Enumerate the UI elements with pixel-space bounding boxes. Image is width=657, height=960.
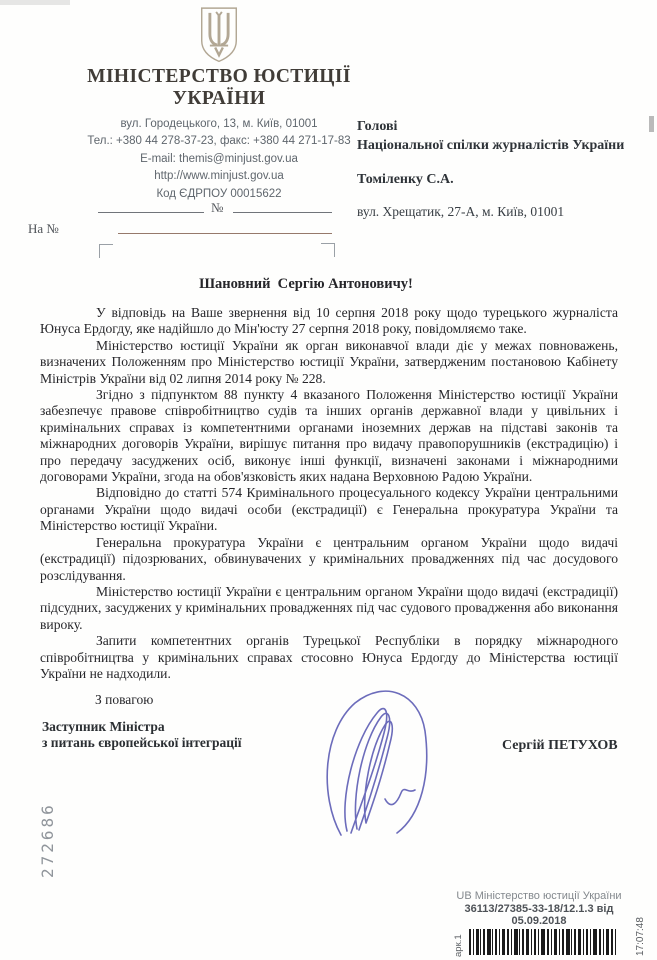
letterhead-website: http://www.minjust.gov.ua — [154, 170, 284, 183]
scan-smudge — [0, 0, 70, 5]
stamp-organization: UB Міністерство юстиції України — [456, 890, 622, 902]
handwritten-signature — [303, 683, 453, 845]
body-paragraph: Відповідно до статті 574 Кримінального процесуального кодексу України центральними органами України щодо видачі особи (екстрадиції) є Генеральна прокуратура України та Міністерство юстиції України. — [40, 485, 618, 534]
address-window-corner-mark — [99, 244, 113, 258]
letter-body — [40, 305, 618, 682]
ukraine-trident-emblem-icon — [195, 6, 243, 64]
ref-number-blank-line — [233, 212, 332, 213]
letterhead-email: E-mail: themis@minjust.gov.ua — [140, 152, 298, 165]
letterhead-phone: Тел.: +380 44 278-37-23, факс: +380 44 271-17-83 — [87, 135, 351, 148]
stamp-sheet-label: арк.1 — [453, 934, 464, 957]
recipient-organization: Національної спілки журналістів України — [357, 138, 625, 153]
barcode-icon — [469, 929, 619, 955]
ministry-title-line1: МІНІСТЕРСТВО ЮСТИЦІЇ — [87, 66, 351, 87]
ref-reply-label: На № — [28, 221, 59, 236]
signer-title-line1: Заступник Міністра — [42, 719, 165, 734]
body-paragraph: Міністерство юстиції України як орган виконавчої влади діє у межах повноважень, визначених Положенням про Міністерство юстиції України, затвердженим постановою Кабінету Міністрів України від 02 липня 2014 року № 228. — [40, 337, 618, 386]
body-paragraph: Міністерство юстиції України є центральним органом України щодо видачі (екстрадиції) підсудних, засуджених у кримінальних провадженнях під час судового провадження або виконання вироку. — [40, 583, 618, 632]
barcode-row — [443, 929, 635, 957]
body-paragraph: Згідно з підпунктом 88 пункту 4 вказаного Положення Міністерство юстиції України забезпечує правове співробітництво судів та інших органів державної влади у цивільних і кримінальних справах із компетентними органами іноземних держав на підставі законів та міжнародних договорів України, вирішує питання про видачу правопорушників (екстрадицію) і про передачу засуджених осіб, виконує інші функції, визначені законами і міжнародними договорами України, згода на обов'язковість яких надана Верховною Радою України. — [40, 387, 618, 485]
stamp-date: 05.09.2018 — [511, 915, 567, 927]
stamp-registration-number: 36113/27385-33-18/12.1.3 від — [464, 903, 614, 915]
ref-number-label: № — [211, 200, 224, 215]
salutation: Шановний Сергію Антоновичу! — [199, 276, 413, 292]
registration-stamp — [443, 890, 646, 957]
letterhead-edrpou-code: Код ЄДРПОУ 00015622 — [156, 187, 282, 200]
recipient-name: Томіленку С.А. — [357, 172, 454, 187]
signer-title-line2: з питань європейської інтеграції — [42, 735, 242, 750]
letterhead-address: вул. Городецького, 13, м. Київ, 01001 — [120, 118, 318, 130]
body-paragraph: Генеральна прокуратура України є центральним органом України щодо видачі (екстрадиції) підозрюваних, обвинувачених у кримінальних провадженнях під час досудового розслідування. — [40, 534, 618, 583]
closing-regards: З повагою — [95, 692, 154, 707]
ref-number-blank-line — [98, 212, 204, 213]
signer-title — [42, 719, 242, 751]
address-window-corner-mark — [321, 243, 335, 257]
scan-edge-mark — [649, 116, 654, 132]
document-side-number: 272686 — [38, 802, 57, 878]
body-paragraph: Запити компетентних органів Турецької Республіки в порядку міжнародного співробітництва у кримінальних справах стосовно Юнуса Ердогду до Міністерства юстиції України не надходили. — [40, 633, 618, 681]
ministry-title-line2: УКРАЇНИ — [172, 88, 266, 109]
signer-name: Сергій ПЕТУХОВ — [502, 738, 618, 753]
stamp-time: 17:07:48 — [635, 917, 646, 956]
body-paragraph: У відповідь на Ваше звернення від 10 серпня 2018 року щодо турецького журналіста Юнуса Ердогду, яке надійшло до Мін'юсту 27 серпня 2018 року, повідомляємо таке. — [40, 305, 618, 337]
recipient-block — [357, 117, 647, 220]
ref-reply-blank-line — [118, 233, 332, 234]
recipient-position: Голові — [357, 119, 398, 134]
recipient-address: вул. Хрещатик, 27-А, м. Київ, 01001 — [357, 204, 565, 219]
letterhead — [28, 6, 410, 203]
